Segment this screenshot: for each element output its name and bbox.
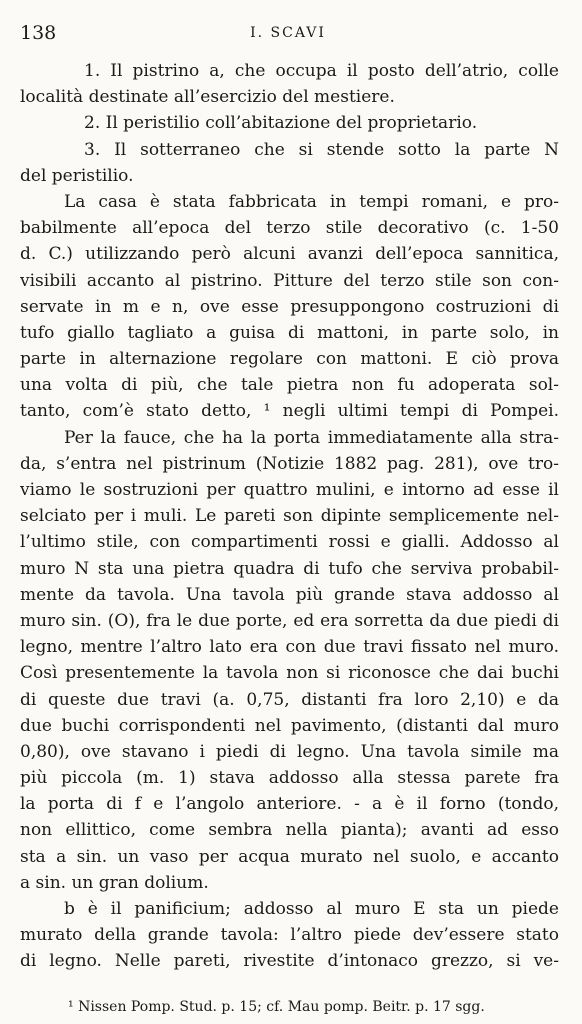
text-line: legno, mentre l’altro lato era con due travi fissato nel muro.: [20, 637, 559, 658]
text-line: d. C.) utilizzando però alcuni avanzi dell’epoca sannitica,: [20, 244, 559, 265]
text-line: 1. Il pistrino a, che occupa il posto dell’atrio, colle: [84, 61, 559, 81]
text-line: di legno. Nelle pareti, rivestite d’intonaco grezzo, si ve-: [20, 951, 559, 972]
page-header: [20, 22, 556, 46]
text-line: Per la fauce, che ha la porta immediatamente alla stra-: [64, 427, 559, 448]
text-line: la porta di f e l’angolo anteriore. - a è il forno (tondo,: [20, 794, 559, 815]
text-line: da, s’entra nel pistrinum (Notizie 1882 pag. 281), ove tro-: [20, 453, 559, 474]
text-line: due buchi corrispondenti nel pavimento, (distanti dal muro: [20, 715, 559, 736]
text-line: 0,80), ove stavano i piedi di legno. Una tavola simile ma: [20, 741, 559, 762]
text-line: località destinate all’esercizio del mestiere.: [20, 87, 395, 108]
text-line: babilmente all’epoca del terzo stile decorativo (c. 1-50: [20, 218, 559, 239]
text-line: Così presentemente la tavola non si riconosce che dai buchi: [20, 663, 559, 684]
text-line: di queste due travi (a. 0,75, distanti fra loro 2,10) e da: [20, 689, 559, 710]
text-line: più piccola (m. 1) stava addosso alla stessa parete fra: [20, 768, 559, 789]
text-line: murato della grande tavola: l’altro piede dev’essere stato: [20, 925, 559, 946]
body-text: [20, 58, 559, 975]
text-line: del peristilio.: [20, 165, 134, 186]
text-line: parte in alternazione regolare con mattoni. E ciò prova: [20, 349, 559, 370]
text-line: b è il panificium; addosso al muro E sta un piede: [64, 899, 559, 919]
text-line: muro sin. (O), fra le due porte, ed era sorretta da due piedi di: [20, 610, 559, 631]
text-line: sta a sin. un vaso per acqua murato nel suolo, e accanto: [20, 846, 559, 867]
footnote: ¹ Nissen Pomp. Stud. p. 15; cf. Mau pomp. Beitr. p. 17 sgg.: [68, 999, 485, 1015]
running-head: I. SCAVI: [250, 25, 326, 41]
text-line: l’ultimo stile, con compartimenti rossi e gialli. Addosso al: [20, 532, 559, 553]
text-line: tanto, com’è stato detto, ¹ negli ultimi tempi di Pompei.: [20, 401, 559, 422]
text-line: una volta di più, che tale pietra non fu adoperata sol-: [20, 375, 559, 396]
page-number: 138: [20, 22, 57, 44]
text-line: non ellittico, come sembra nella pianta); avanti ad esso: [20, 820, 559, 841]
text-line: servate in m e n, ove esse presuppongono costruzioni di: [20, 296, 559, 317]
text-line: visibili accanto al pistrino. Pitture del terzo stile son con-: [20, 270, 559, 291]
text-line: a sin. un gran dolium.: [20, 872, 209, 893]
text-line: viamo le sostruzioni per quattro mulini, e intorno ad esse il: [20, 480, 559, 500]
text-line: tufo giallo tagliato a guisa di mattoni, in parte solo, in: [20, 322, 559, 343]
text-line: La casa è stata fabbricata in tempi romani, e pro-: [64, 191, 559, 212]
text-line: muro N sta una pietra quadra di tufo che serviva probabil-: [20, 558, 559, 579]
text-line: 2. Il peristilio coll’abitazione del proprietario.: [84, 113, 478, 134]
text-line: mente da tavola. Una tavola più grande stava addosso al: [20, 584, 559, 605]
text-line: 3. Il sotterraneo che si stende sotto la parte N: [84, 139, 559, 160]
text-line: selciato per i muli. Le pareti son dipinte semplicemente nel-: [20, 506, 559, 527]
